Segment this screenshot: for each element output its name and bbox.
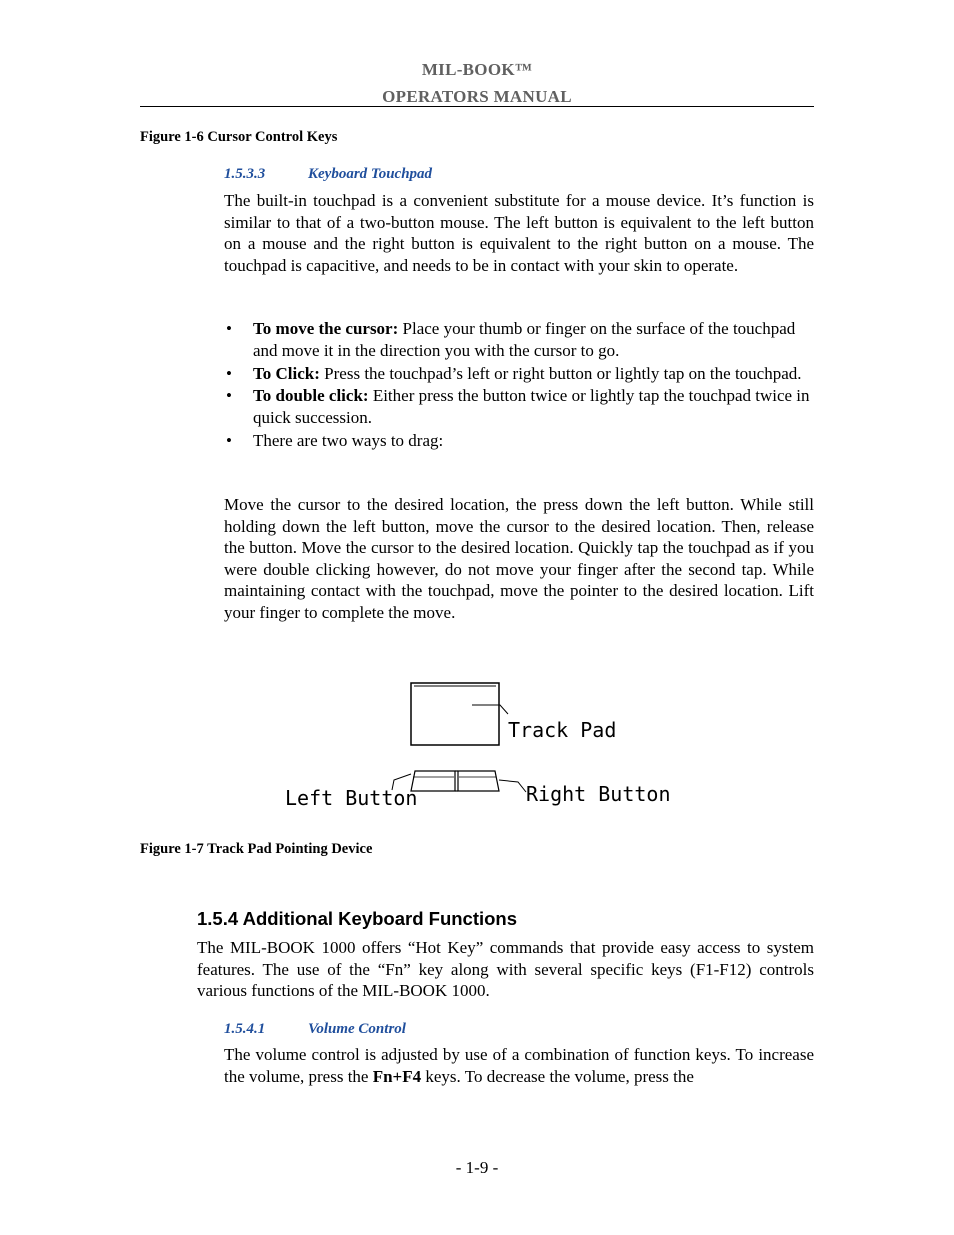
volume-paragraph	[224, 1044, 814, 1087]
hotkey-paragraph: The MIL-BOOK 1000 offers “Hot Key” commands that provide easy access to system features. The use of the “Fn” key along with several specific keys (F1-F12) controls various functions of the MIL-BOOK 1000.	[197, 938, 814, 1000]
left-button-shape	[411, 771, 455, 791]
section-title: Keyboard Touchpad	[308, 166, 433, 182]
header-subtitle: OPERATORS MANUAL	[382, 87, 572, 106]
bullet-text: There are two ways to drag:	[253, 430, 444, 450]
bullet-icon: •	[226, 386, 232, 406]
right-button-label: Right Button	[526, 782, 671, 806]
section-title: Volume Control	[308, 1021, 406, 1037]
bullet-label: To move the cursor:	[253, 319, 399, 338]
volume-text-before: The volume control is adjusted by use of a combination of function keys. To increase the volume, press the	[224, 1045, 814, 1086]
list-item	[224, 318, 814, 362]
touchpad-intro-paragraph: The built-in touchpad is a convenient substitute for a mouse device. It’s function is similar to that of a two-button mouse. The left button is equivalent to the left button on a mouse and the right button is equivalent to the right button on a mouse. The touchpad is capacitive, and needs to be in contact with your skin to operate.	[224, 191, 814, 275]
section-heading-1533	[224, 166, 432, 183]
trackpad-diagram	[270, 670, 690, 820]
header-title: MIL-BOOK™	[421, 60, 533, 79]
bullet-label: To Click:	[253, 363, 320, 383]
bullet-text: Place your thumb or finger on the surface of the touchpad and move it in the direction you with the cursor to go.	[253, 319, 796, 360]
figure-caption-1-6: Figure 1-6 Cursor Control Keys	[140, 129, 338, 145]
figure-caption-1-7: Figure 1-7 Track Pad Pointing Device	[140, 841, 373, 857]
section-heading-1541	[224, 1021, 406, 1038]
bullet-label: To double click:	[253, 386, 369, 406]
bullet-icon: •	[226, 430, 232, 450]
right-button-shape	[458, 771, 499, 791]
header-rule	[140, 106, 814, 107]
volume-key-combo: Fn+F4	[372, 1066, 422, 1086]
list-item	[224, 385, 814, 429]
list-item	[224, 430, 814, 452]
bullet-icon: •	[226, 319, 232, 338]
drag-paragraph: Move the cursor to the desired location, the press down the left button. While still holding down the left button, move the cursor to the desired location. Then, release the button. Move the cursor to the desired location. Quickly tap the touchpad as if you were double clicking however, do not move your finger after the second tap. While maintaining contact with the touchpad, move the pointer to the desired location. Lift your finger to complete the move.	[224, 495, 814, 622]
touchpad-bullet-list	[224, 318, 814, 453]
trackpad-surface	[411, 683, 499, 745]
bullet-text: Either press the button twice or lightly tap the touchpad twice in quick succession.	[253, 386, 810, 428]
list-item	[224, 363, 814, 385]
bullet-icon: •	[226, 363, 232, 383]
bullet-text: Press the touchpad’s left or right button or lightly tap on the touchpad.	[319, 363, 802, 383]
section-number: 1.5.3.3	[224, 166, 266, 182]
section-heading-154: 1.5.4 Additional Keyboard Functions	[197, 908, 518, 929]
page-header	[140, 56, 814, 110]
track-pad-label: Track Pad	[508, 718, 617, 742]
volume-text-after: keys. To decrease the volume, press the	[421, 1066, 694, 1086]
page-number: - 1-9 -	[455, 1158, 499, 1177]
section-number: 1.5.4.1	[224, 1021, 266, 1037]
left-button-label: Left Button	[285, 786, 418, 810]
right-button-leader-line	[499, 780, 526, 792]
trackpad-leader-line	[472, 705, 508, 714]
